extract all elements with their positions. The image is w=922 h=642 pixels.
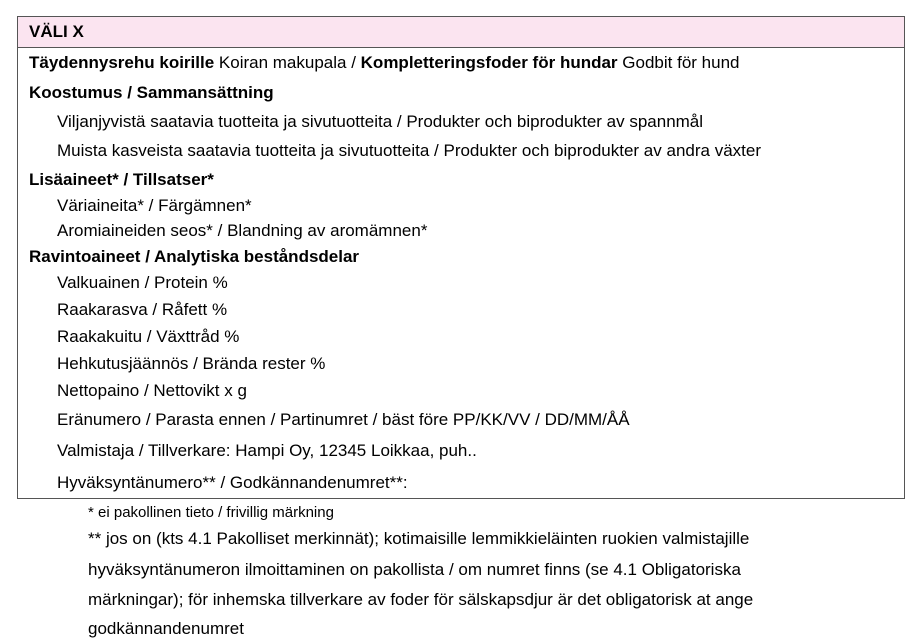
label-table xyxy=(17,16,905,499)
nutrient-item: Raakarasva / Råfett % xyxy=(57,300,228,319)
nutrient-item: Valkuainen / Protein % xyxy=(57,273,228,292)
additive-item: Aromiaineiden seos* / Blandning av aromämnen* xyxy=(57,221,428,240)
product-type-fi: Täydennysrehu koirille xyxy=(29,53,215,72)
nutrient-item: Nettopaino / Nettovikt x g xyxy=(57,381,247,400)
footnote-approval-line: märkningar); för inhemska tillverkare av foder för sälskapsdjur är det obligatorisk at ange xyxy=(88,590,754,609)
product-name-sv: Godbit för hund xyxy=(617,53,740,72)
product-type-sv: Kompletteringsfoder för hundar xyxy=(360,53,618,72)
additives-heading: Lisäaineet* / Tillsatser* xyxy=(29,170,214,189)
nutrient-item: Valmistaja / Tillverkare: Hampi Oy, 12345 Loikkaa, puh.. xyxy=(57,441,477,460)
footnote-optional: * ei pakollinen tieto / frivillig märkning xyxy=(88,504,334,521)
nutrient-item: Hehkutusjäännös / Brända rester % xyxy=(57,354,326,373)
nutrient-item: Raakakuitu / Växttråd % xyxy=(57,327,240,346)
footnote-approval-line: godkännandenumret xyxy=(88,619,244,638)
footnote-approval-line: hyväksyntänumeron ilmoittaminen on pakollista / om numret finns (se 4.1 Obligatoriska xyxy=(88,560,741,579)
footnote-approval-line: ** jos on (kts 4.1 Pakolliset merkinnät); kotimaisille lemmikkieläinten ruokien valmistajille xyxy=(88,529,750,548)
composition-heading: Koostumus / Sammansättning xyxy=(29,83,274,102)
table-header: VÄLI X xyxy=(18,17,904,48)
nutrients-heading: Ravintoaineet / Analytiska beståndsdelar xyxy=(29,247,360,266)
product-line xyxy=(29,53,739,73)
composition-item: Viljanjyvistä saatavia tuotteita ja sivutuotteita / Produkter och biprodukter av spannmål xyxy=(57,112,704,131)
composition-item: Muista kasveista saatavia tuotteita ja sivutuotteita / Produkter och biprodukter av andra växter xyxy=(57,141,761,160)
additive-item: Väriaineita* / Färgämnen* xyxy=(57,196,252,215)
nutrient-item: Hyväksyntänumero** / Godkännandenumret**: xyxy=(57,473,408,492)
nutrient-item: Eränumero / Parasta ennen / Partinumret / bäst före PP/KK/VV / DD/MM/ÅÅ xyxy=(57,410,630,429)
product-name-fi: Koiran makupala / xyxy=(214,53,361,72)
